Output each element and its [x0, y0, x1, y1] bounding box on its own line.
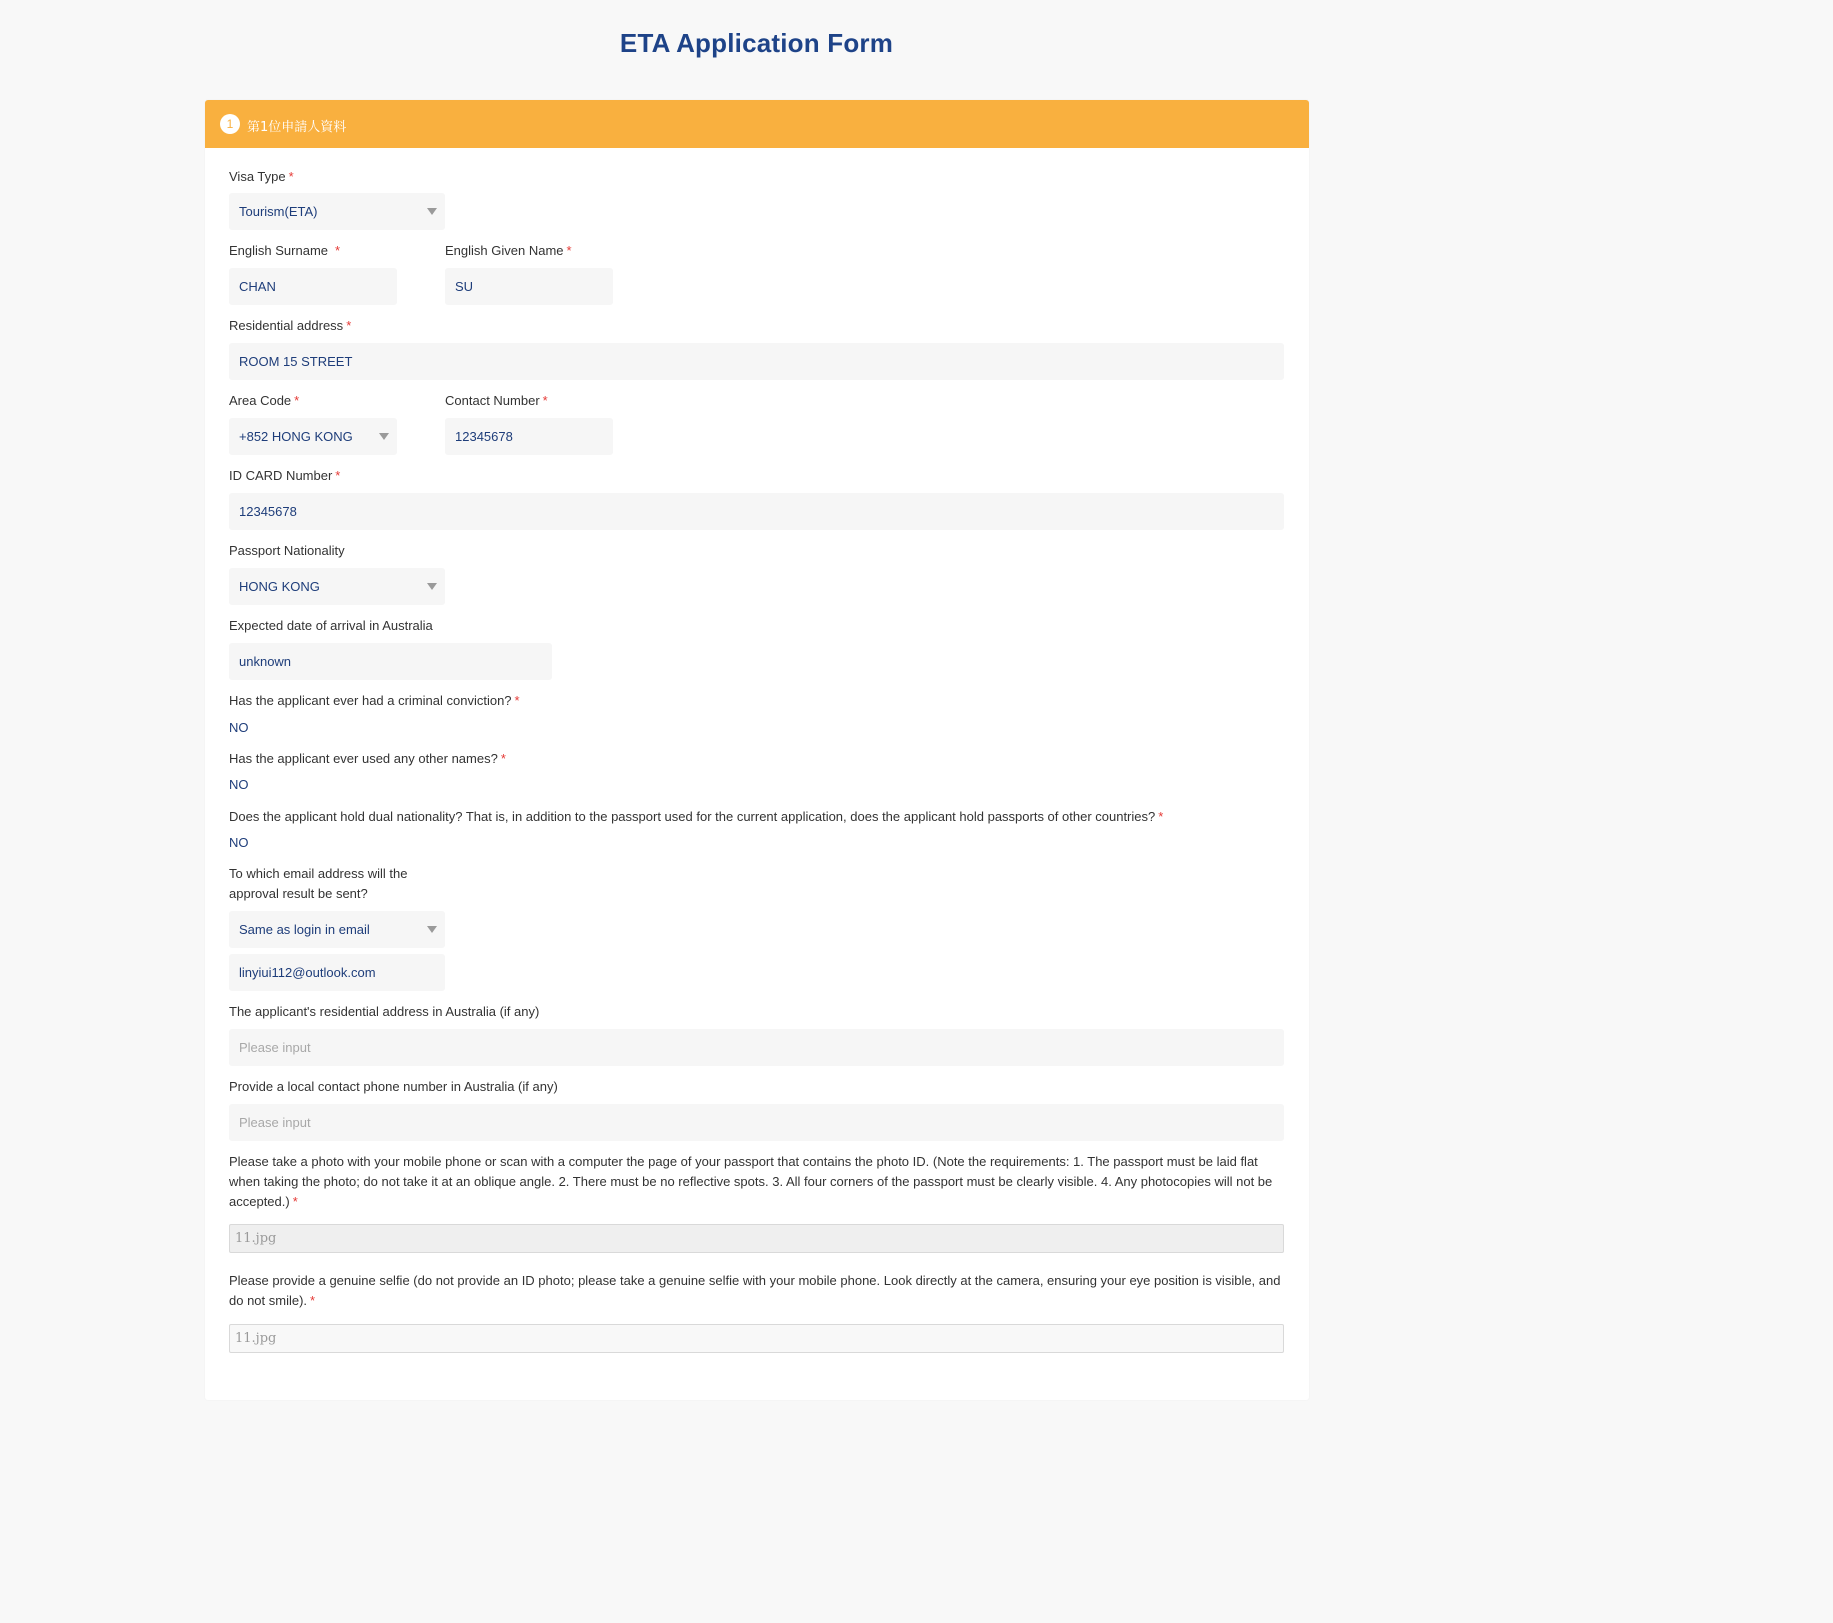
email-label-line1: To which email address will the	[229, 866, 408, 881]
criminal-conviction-label: Has the applicant ever had a criminal conviction? *	[229, 693, 520, 708]
au-address-input[interactable]: Please input	[229, 1029, 1284, 1066]
area-code-value: +852 HONG KONG	[239, 429, 353, 444]
required-mark: *	[1158, 809, 1164, 824]
criminal-conviction-value: NO	[229, 720, 249, 735]
address-input[interactable]: ROOM 15 STREET	[229, 343, 1284, 380]
required-mark: *	[292, 1194, 298, 1209]
passport-photo-upload[interactable]: 11.jpg	[229, 1224, 1284, 1253]
email-input[interactable]: linyiui112@outlook.com	[229, 954, 445, 991]
required-mark: *	[346, 318, 352, 333]
dropdown-caret-icon	[379, 433, 389, 440]
email-option-value: Same as login in email	[239, 922, 370, 937]
surname-input[interactable]: CHAN	[229, 268, 397, 305]
visa-type-value: Tourism(ETA)	[239, 204, 318, 219]
passport-photo-label: Please take a photo with your mobile phone or scan with a computer the page of your passport that contains the photo ID. (Note the requirements: 1. The passport must be laid flat when taking the photo; do not take it at an oblique angle. 2. There must be no reflective spots. 3. All four corners of the passport must be clearly visible. 4. Any photocopies will not be accepted.) *	[229, 1154, 1273, 1209]
dropdown-caret-icon	[427, 926, 437, 933]
required-mark: *	[542, 393, 548, 408]
section-header[interactable]	[205, 100, 1309, 148]
given-name-input[interactable]: SU	[445, 268, 613, 305]
nationality-label: Passport Nationality	[229, 543, 345, 558]
dual-nationality-value: NO	[229, 835, 249, 850]
area-code-select[interactable]	[229, 418, 397, 455]
visa-type-select[interactable]	[229, 193, 445, 230]
email-option-select[interactable]	[229, 911, 445, 948]
selfie-label: Please provide a genuine selfie (do not provide an ID photo; please take a genuine selfie with your mobile phone. Look directly at the camera, ensuring your eye position is visible, and do not smile). *	[229, 1273, 1281, 1308]
required-mark: *	[335, 468, 341, 483]
other-names-label: Has the applicant ever used any other names? *	[229, 751, 506, 766]
dual-nationality-label: Does the applicant hold dual nationality? That is, in addition to the passport used for the current application, does the applicant hold passports of other countries? *	[229, 809, 1164, 824]
other-names-value: NO	[229, 777, 249, 792]
area-code-label: Area Code *	[229, 393, 300, 408]
required-mark: *	[335, 243, 341, 258]
au-phone-label: Provide a local contact phone number in Australia (if any)	[229, 1079, 558, 1094]
dropdown-caret-icon	[427, 583, 437, 590]
arrival-date-label: Expected date of arrival in Australia	[229, 618, 433, 633]
selfie-upload[interactable]: 11.jpg	[229, 1324, 1284, 1353]
required-mark: *	[310, 1293, 316, 1308]
surname-label: English Surname *	[229, 243, 341, 258]
dropdown-caret-icon	[427, 208, 437, 215]
required-mark: *	[288, 169, 294, 184]
nationality-select[interactable]	[229, 568, 445, 605]
page-title: ETA Application Form	[619, 28, 894, 58]
au-phone-input[interactable]: Please input	[229, 1104, 1284, 1141]
required-mark: *	[566, 243, 572, 258]
required-mark: *	[294, 393, 300, 408]
email-label-line2: approval result be sent?	[229, 886, 368, 901]
visa-type-label: Visa Type *	[229, 169, 294, 184]
step-number-badge: 1	[220, 114, 240, 134]
id-card-input[interactable]: 12345678	[229, 493, 1284, 530]
required-mark: *	[514, 693, 520, 708]
address-label: Residential address *	[229, 318, 352, 333]
contact-number-input[interactable]: 12345678	[445, 418, 613, 455]
contact-number-label: Contact Number *	[445, 393, 548, 408]
given-name-label: English Given Name *	[445, 243, 572, 258]
id-card-label: ID CARD Number *	[229, 468, 341, 483]
au-address-label: The applicant's residential address in Australia (if any)	[229, 1004, 540, 1019]
section-title: 第1位申請人資料	[247, 120, 347, 135]
nationality-value: HONG KONG	[239, 579, 320, 594]
arrival-date-input[interactable]: unknown	[229, 643, 552, 680]
required-mark: *	[500, 751, 506, 766]
